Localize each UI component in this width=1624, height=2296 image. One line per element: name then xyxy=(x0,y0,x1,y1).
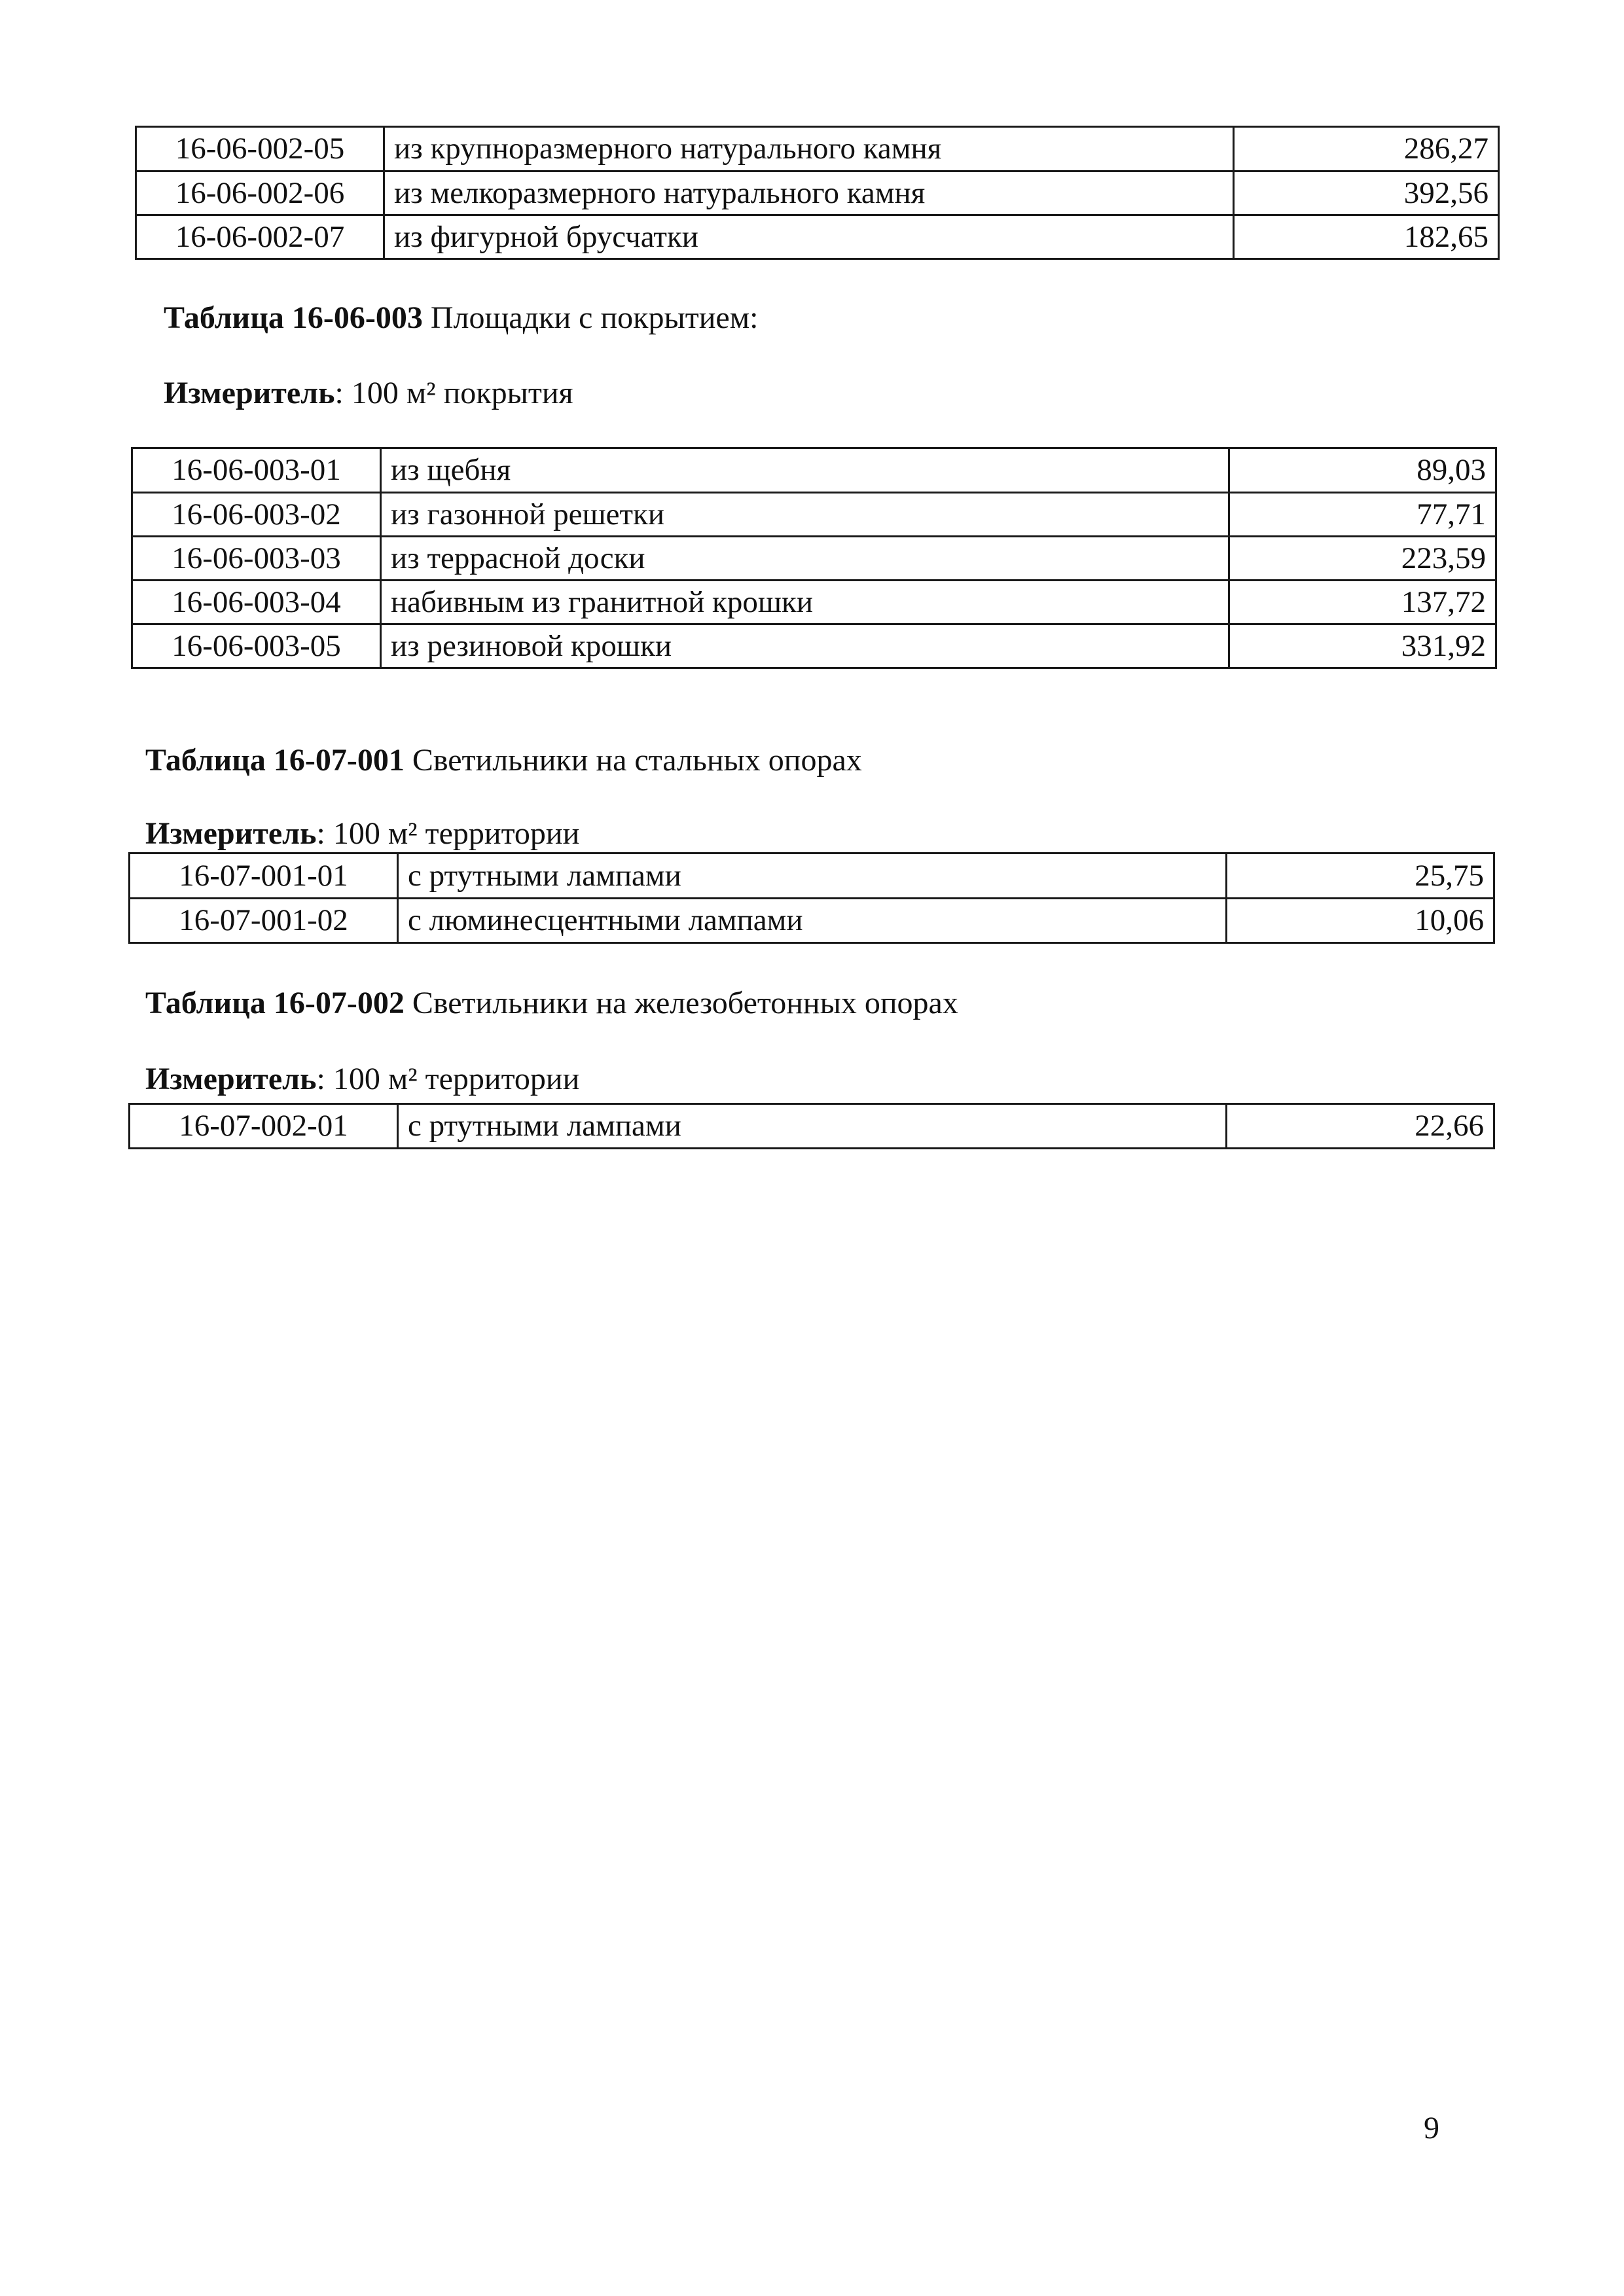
table-unit xyxy=(164,378,573,409)
table-title-text: Светильники на стальных опорах xyxy=(404,743,862,778)
table-unit xyxy=(145,1064,579,1095)
table-row xyxy=(130,899,1494,943)
row-name: из щебня xyxy=(381,448,1229,493)
table-unit-label: Измеритель xyxy=(145,1062,317,1096)
table-unit-label: Измеритель xyxy=(145,816,317,851)
row-code: 16-06-002-07 xyxy=(136,215,384,259)
row-code: 16-06-003-05 xyxy=(132,624,381,668)
row-name: с ртутными лампами xyxy=(398,1104,1227,1149)
row-code: 16-06-002-06 xyxy=(136,171,384,215)
table-row xyxy=(132,624,1496,668)
row-code: 16-07-001-02 xyxy=(130,899,398,943)
table-row xyxy=(136,127,1499,171)
table-16-07-001 xyxy=(128,852,1493,944)
row-name: с люминесцентными лампами xyxy=(398,899,1227,943)
table-16-07-002 xyxy=(128,1103,1493,1149)
table-16-06-002-continued xyxy=(135,126,1498,260)
row-code: 16-06-003-03 xyxy=(132,537,381,581)
table-16-06-003 xyxy=(131,447,1495,669)
page-number: 9 xyxy=(1424,2111,1439,2145)
row-value: 182,65 xyxy=(1234,215,1499,259)
table-row xyxy=(136,171,1499,215)
row-name: с ртутными лампами xyxy=(398,853,1227,899)
row-value: 77,71 xyxy=(1229,493,1496,537)
row-code: 16-06-003-02 xyxy=(132,493,381,537)
row-code: 16-06-002-05 xyxy=(136,127,384,171)
table-title xyxy=(164,302,758,334)
row-value: 286,27 xyxy=(1234,127,1499,171)
table-unit-label: Измеритель xyxy=(164,376,335,410)
table-title xyxy=(145,988,958,1019)
row-code: 16-06-003-01 xyxy=(132,448,381,493)
table-row xyxy=(132,448,1496,493)
row-value: 392,56 xyxy=(1234,171,1499,215)
row-name: из фигурной брусчатки xyxy=(384,215,1234,259)
table-title-text: Светильники на железобетонных опорах xyxy=(404,986,958,1020)
table-unit xyxy=(145,818,579,850)
table-row xyxy=(132,581,1496,624)
row-value: 137,72 xyxy=(1229,581,1496,624)
row-name: набивным из гранитной крошки xyxy=(381,581,1229,624)
row-value: 22,66 xyxy=(1227,1104,1494,1149)
row-value: 25,75 xyxy=(1227,853,1494,899)
table-title-label: Таблица 16-07-001 xyxy=(145,743,405,778)
row-code: 16-06-003-04 xyxy=(132,581,381,624)
row-name: из крупноразмерного натурального камня xyxy=(384,127,1234,171)
table-title-label: Таблица 16-07-002 xyxy=(145,986,405,1020)
table-title-label: Таблица 16-06-003 xyxy=(164,300,423,335)
table-row xyxy=(130,1104,1494,1149)
table-title-text: Площадки с покрытием: xyxy=(422,300,759,335)
table-row xyxy=(132,537,1496,581)
row-value: 331,92 xyxy=(1229,624,1496,668)
row-value: 223,59 xyxy=(1229,537,1496,581)
row-code: 16-07-002-01 xyxy=(130,1104,398,1149)
table-row xyxy=(136,215,1499,259)
table-row xyxy=(130,853,1494,899)
row-name: из террасной доски xyxy=(381,537,1229,581)
row-value: 10,06 xyxy=(1227,899,1494,943)
row-name: из резиновой крошки xyxy=(381,624,1229,668)
row-name: из мелкоразмерного натурального камня xyxy=(384,171,1234,215)
row-name: из газонной решетки xyxy=(381,493,1229,537)
table-unit-text: : 100 м² покрытия xyxy=(334,376,573,410)
table-unit-text: : 100 м² территории xyxy=(316,1062,580,1096)
table-title xyxy=(145,745,862,776)
row-code: 16-07-001-01 xyxy=(130,853,398,899)
row-value: 89,03 xyxy=(1229,448,1496,493)
table-row xyxy=(132,493,1496,537)
table-unit-text: : 100 м² территории xyxy=(316,816,580,851)
